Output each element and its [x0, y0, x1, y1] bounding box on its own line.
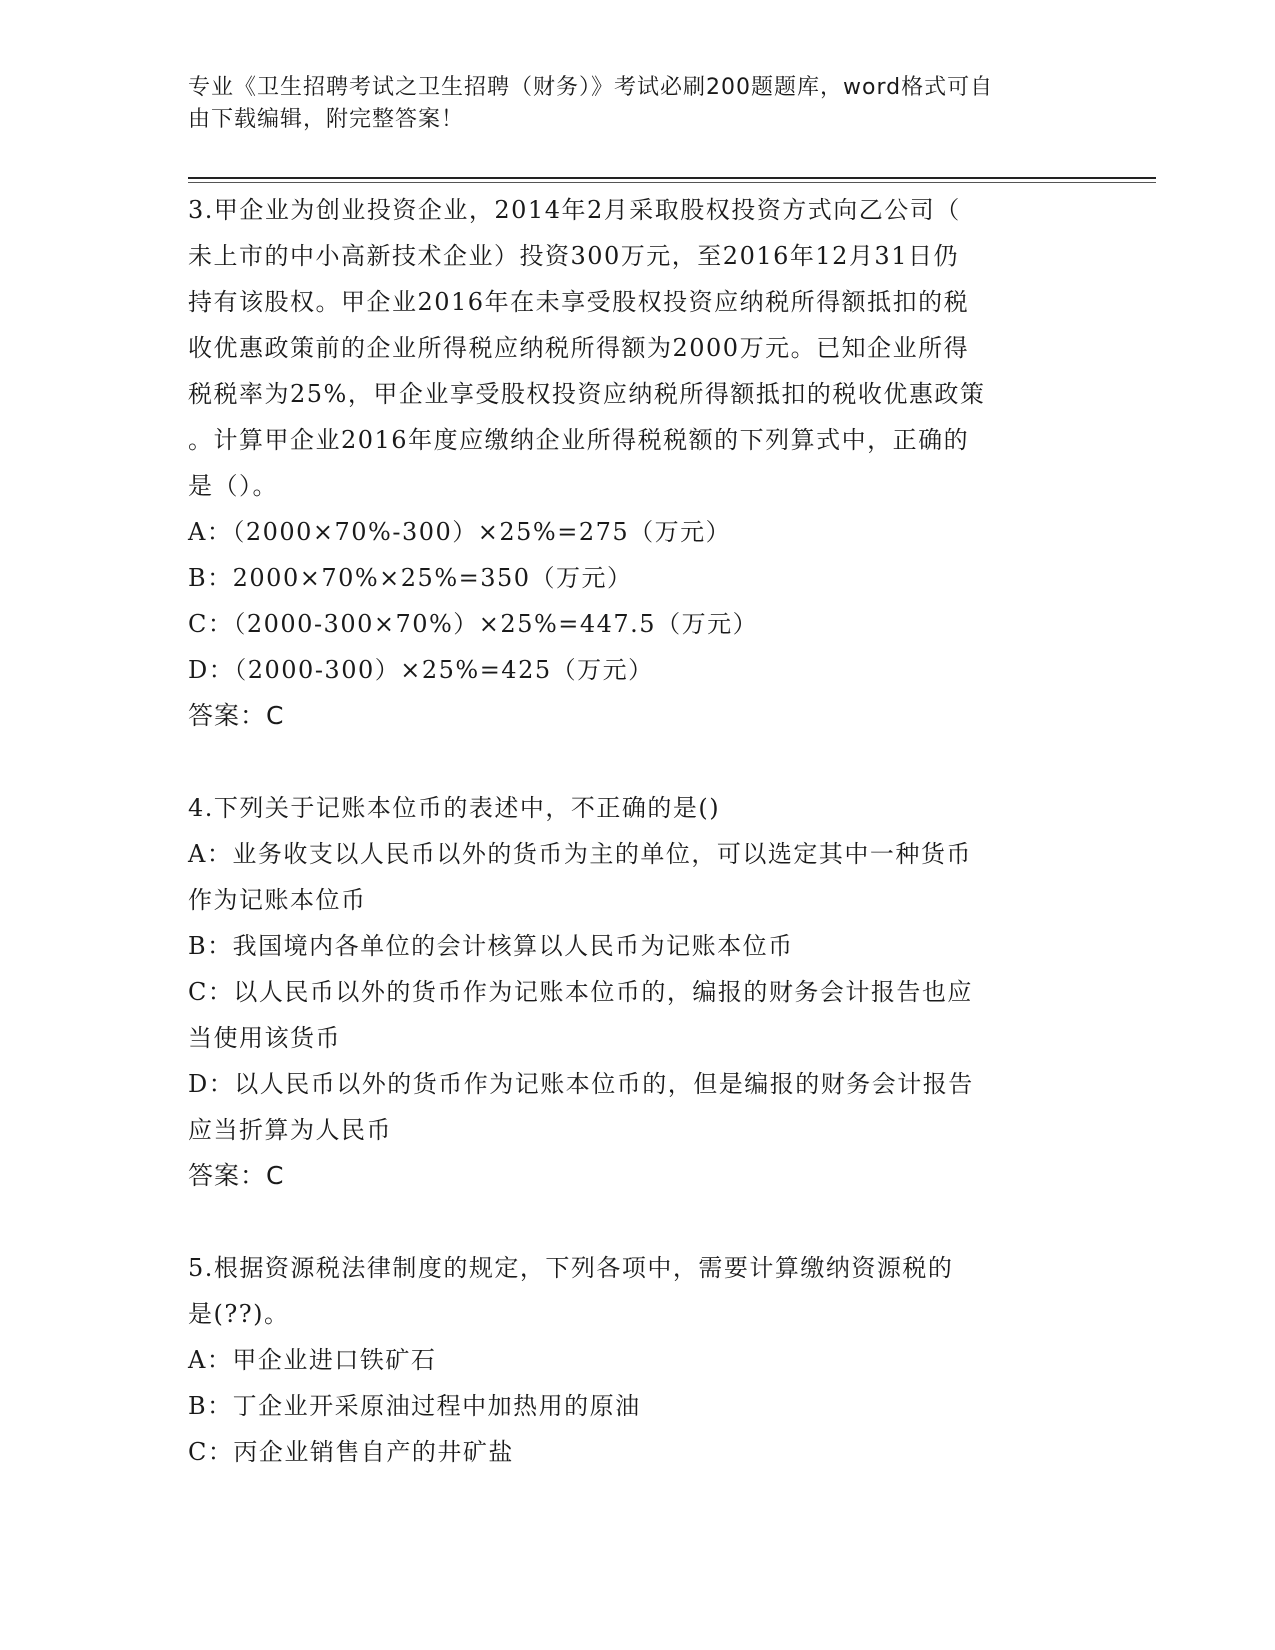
- question-list: [188, 187, 1088, 1475]
- option-d: [188, 1061, 1088, 1153]
- option-line: D：以人民币以外的货币作为记账本位币的，但是编报的财务会计报告: [188, 1070, 974, 1098]
- option-a: [188, 831, 1088, 923]
- option-c: C：丙企业销售自产的井矿盐: [188, 1438, 514, 1466]
- stem-line: 是(??)。: [188, 1300, 290, 1328]
- stem-line: 未上市的中小高新技术企业）投资300万元，至2016年12月31日仍: [188, 242, 959, 270]
- stem-line: 持有该股权。甲企业2016年在未享受股权投资应纳税所得额抵扣的税: [188, 288, 970, 316]
- spacer: [188, 739, 1088, 785]
- option-b: B：丁企业开采原油过程中加热用的原油: [188, 1392, 641, 1420]
- answer: 答案：C: [188, 1161, 285, 1190]
- stem-line: 。计算甲企业2016年度应缴纳企业所得税税额的下列算式中，正确的: [188, 426, 970, 454]
- option-line: 当使用该货币: [188, 1024, 341, 1052]
- option-a: A：甲企业进口铁矿石: [188, 1346, 437, 1374]
- option-line: 应当折算为人民币: [188, 1116, 392, 1144]
- option-b: B：我国境内各单位的会计核算以人民币为记账本位币: [188, 932, 794, 960]
- question-stem: [188, 1245, 1088, 1337]
- question-3: [188, 187, 1088, 739]
- option-a: A：（2000×70%-300）×25%=275（万元）: [188, 518, 732, 546]
- option-line: 作为记账本位币: [188, 886, 367, 914]
- spacer: [188, 1199, 1088, 1245]
- question-5: [188, 1245, 1088, 1475]
- question-stem: [188, 785, 1088, 831]
- option-c: [188, 969, 1088, 1061]
- stem-line: 3.甲企业为创业投资企业，2014年2月采取股权投资方式向乙公司（: [188, 196, 961, 224]
- option-d: D：（2000-300）×25%=425（万元）: [188, 656, 654, 684]
- question-stem: [188, 187, 1088, 509]
- stem-line: 是（）。: [188, 472, 278, 500]
- stem-line: 4.下列关于记账本位币的表述中，不正确的是(): [188, 794, 721, 822]
- stem-line: 5.根据资源税法律制度的规定，下列各项中，需要计算缴纳资源税的: [188, 1254, 954, 1282]
- question-4: [188, 785, 1088, 1199]
- header-divider-thin: [188, 182, 1156, 183]
- header-line-2: 由下载编辑，附完整答案！: [188, 107, 465, 132]
- stem-line: 税税率为25%，甲企业享受股权投资应纳税所得额抵扣的税收优惠政策: [188, 380, 986, 408]
- option-line: C：以人民币以外的货币作为记账本位币的，编报的财务会计报告也应: [188, 978, 973, 1006]
- header-line-1: 专业《卫生招聘考试之卫生招聘（财务）》考试必刷200题题库，word格式可自: [188, 75, 994, 100]
- stem-line: 收优惠政策前的企业所得税应纳税所得额为2000万元。已知企业所得: [188, 334, 970, 362]
- answer: 答案：C: [188, 701, 285, 730]
- option-line: A：业务收支以人民币以外的货币为主的单位，可以选定其中一种货币: [188, 840, 972, 868]
- header-divider-thick: [188, 177, 1156, 179]
- option-c: C：（2000-300×70%）×25%=447.5（万元）: [188, 610, 759, 638]
- page-header: [188, 72, 1068, 136]
- option-b: B：2000×70%×25%=350（万元）: [188, 564, 633, 592]
